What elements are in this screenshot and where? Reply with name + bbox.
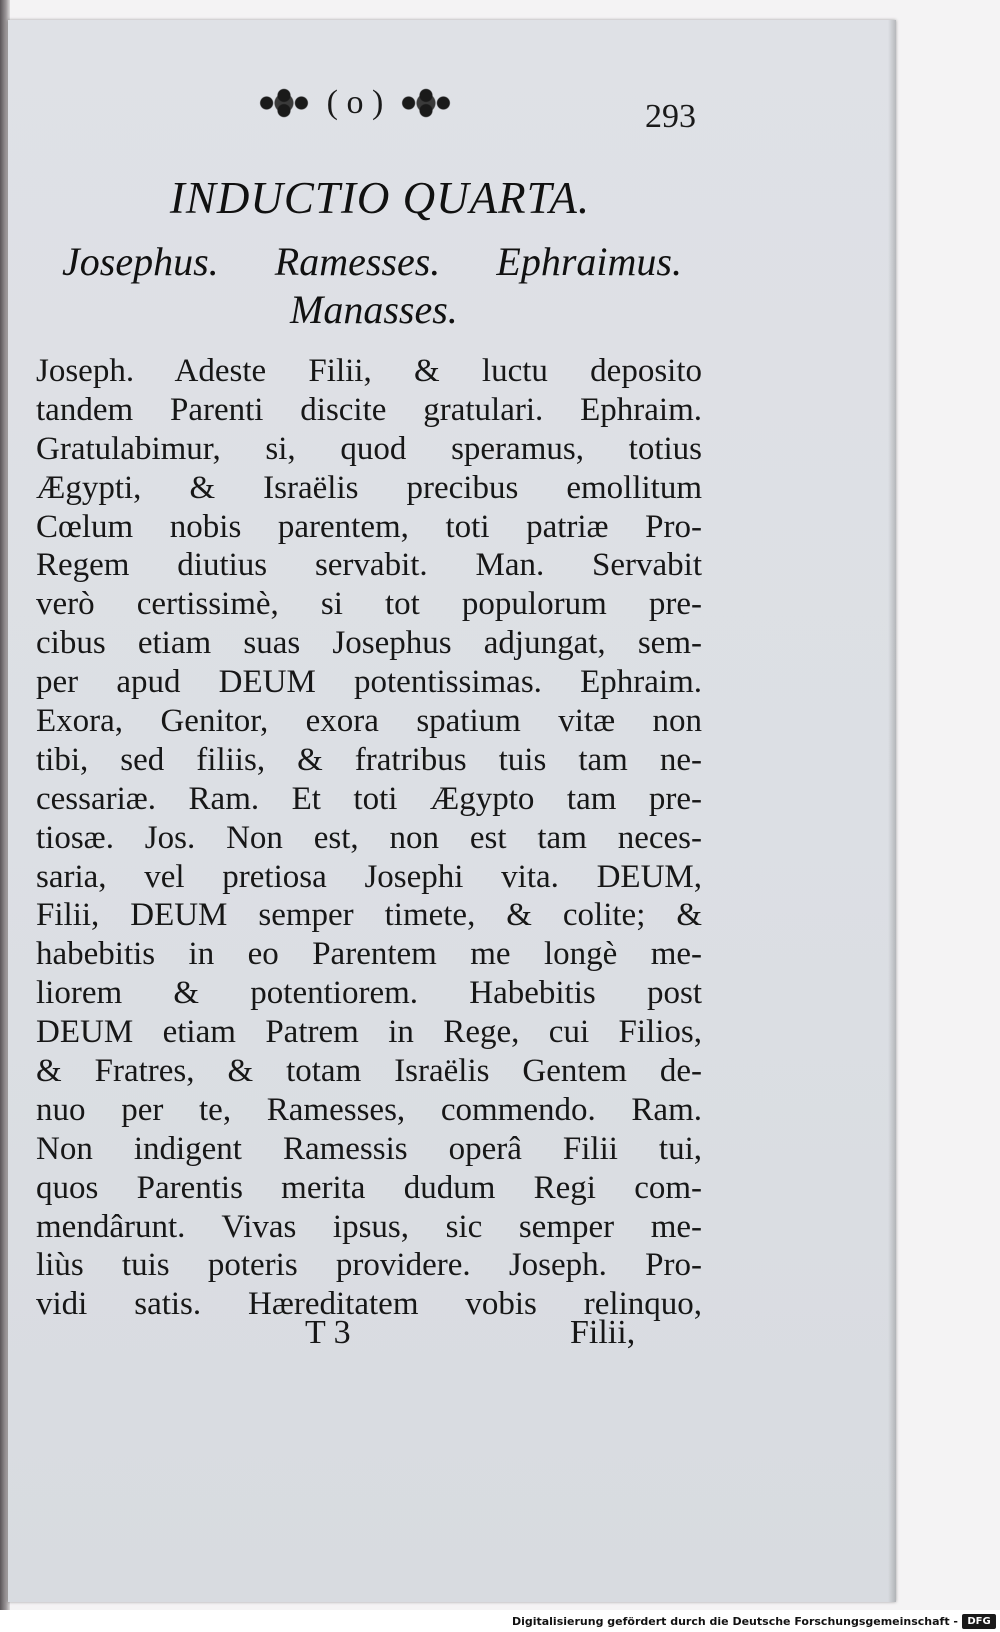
text-line: tiosæ. Jos. Non est, non est tam neces- (36, 819, 702, 856)
text-line: Regem diutius servabit. Man. Servabit (36, 547, 702, 584)
text-line: Exora, Genitor, exora spatium vitæ non (36, 703, 702, 740)
running-head-text: ( o ) (326, 84, 384, 121)
ornament-left-icon (255, 84, 313, 122)
text-line: Filii, DEUM semper timete, & colite; & (36, 897, 702, 934)
text-line: Gratulabimur, si, quod speramus, totius (36, 430, 702, 467)
person-josephus: Josephus. (62, 239, 219, 284)
text-line: liùs tuis poteris providere. Joseph. Pro- (36, 1247, 702, 1284)
text-line: vidi satis. Hæreditatem vobis relinquo, (36, 1286, 702, 1323)
signature-mark: T 3 (305, 1314, 351, 1351)
text-line: Ægypti, & Israëlis precibus emollitum (36, 469, 702, 506)
text-line: Non indigent Ramessis operâ Filii tui, (36, 1130, 702, 1167)
catchword: Filii, (570, 1314, 636, 1351)
text-line: nuo per te, Ramesses, commendo. Ram. (36, 1091, 702, 1128)
text-line: quos Parentis merita dudum Regi com- (36, 1169, 702, 1206)
body-text (36, 352, 702, 1324)
text-line: mendârunt. Vivas ipsus, sic semper me- (36, 1208, 702, 1245)
dfg-logo: DFG (962, 1614, 996, 1629)
text-line: DEUM etiam Patrem in Rege, cui Filios, (36, 1014, 702, 1051)
text-line: Joseph. Adeste Filii, & luctu deposito (36, 353, 702, 389)
text-line: cibus etiam suas Josephus adjungat, sem- (36, 625, 702, 662)
person-ephraimus: Ephraimus. (496, 239, 682, 284)
ornament-right-icon (397, 84, 455, 122)
text-line: per apud DEUM potentissimas. Ephraim. (36, 664, 702, 701)
text-line: verò certissimè, si tot populorum pre- (36, 586, 702, 623)
section-title: INDUCTIO QUARTA. (169, 173, 591, 223)
dramatis-personae-row1 (62, 239, 682, 284)
running-head (230, 78, 480, 128)
text-line: tibi, sed filiis, & fratribus tuis tam ne- (36, 741, 702, 778)
text-line: & Fratres, & totam Israëlis Gentem de- (36, 1053, 702, 1090)
text-line: cessariæ. Ram. Et toti Ægypto tam pre- (36, 780, 702, 817)
text-line: saria, vel pretiosa Josephi vita. DEUM, (36, 858, 702, 895)
page-edge-shadow (888, 20, 896, 1602)
text-line: habebitis in eo Parentem me longè me- (36, 936, 702, 973)
person-manasses: Manasses. (290, 287, 458, 332)
text-line: liorem & potentiorem. Habebitis post (36, 975, 702, 1012)
text-line: tandem Parenti discite gratulari. Ephraim. (36, 391, 702, 428)
footer-credit: Digitalisierung gefördert durch die Deutsche Forschungsgemeinschaft - (511, 1615, 958, 1628)
page-number: 293 (645, 98, 696, 135)
text-line: Cœlum nobis parentem, toti patriæ Pro- (36, 508, 702, 545)
person-ramesses: Ramesses. (274, 239, 441, 284)
